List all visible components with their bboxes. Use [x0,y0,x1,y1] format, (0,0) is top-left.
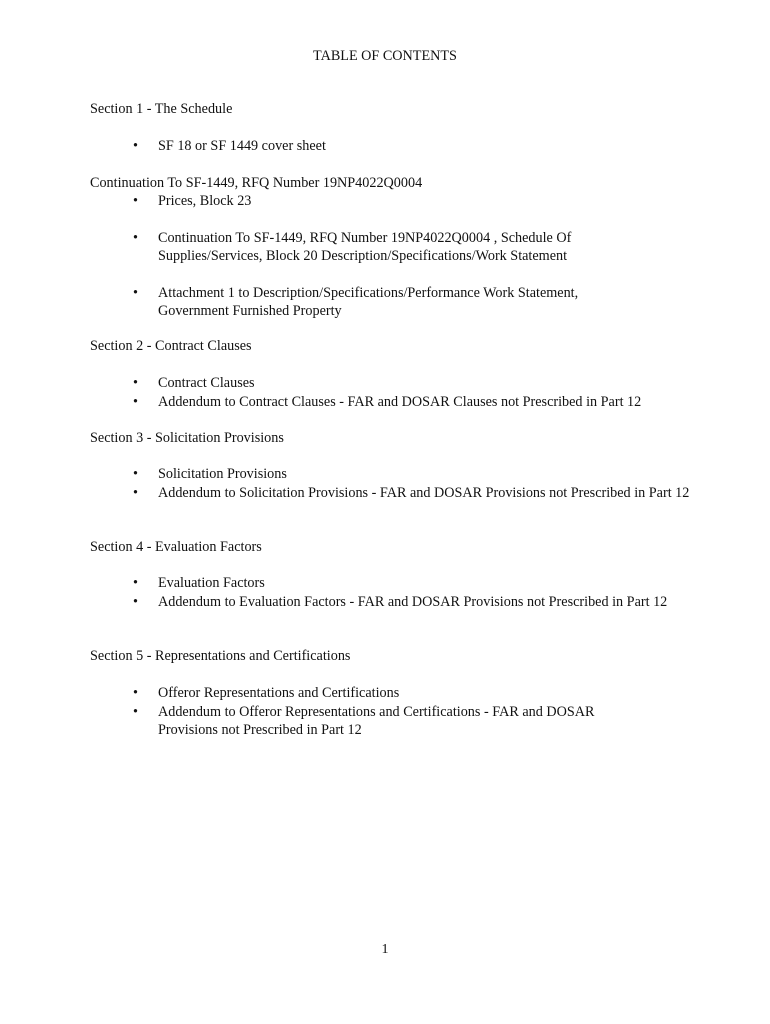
section-heading-1: Section 1 - The Schedule [90,101,233,117]
list-item-text: Addendum to Solicitation Provisions - FAR and DOSAR Provisions not Prescribed in Part 12 [158,485,690,501]
list-item [133,465,693,483]
page-title: TABLE OF CONTENTS [313,48,457,64]
list-item-text: Attachment 1 to Description/Specifications/Performance Work Statement, Government Furnished Property [158,285,579,319]
list-item [133,703,643,739]
list-item-text: Evaluation Factors [158,575,265,591]
list-item [133,593,673,611]
list-item-text: Continuation To SF-1449, RFQ Number 19NP4022Q0004 , Schedule Of Supplies/Services, Block 20 Description/Specifications/Work Statement [158,230,572,264]
list-item-text: Addendum to Contract Clauses - FAR and DOSAR Clauses not Prescribed in Part 12 [158,394,642,410]
bullet-icon: • [133,704,138,720]
bullet-icon: • [133,230,138,246]
bullet-icon: • [133,594,138,610]
page-number: 1 [381,942,389,957]
list-item [133,393,733,411]
list-item-text: Contract Clauses [158,375,255,391]
bullet-icon: • [133,285,138,301]
list-item-text: Offeror Representations and Certifications [158,685,400,701]
bullet-icon: • [133,375,138,391]
list-item-text: Addendum to Offeror Representations and Certifications - FAR and DOSAR Provisions not Prescribed in Part 12 [158,704,595,738]
list-item [133,284,623,320]
bullet-icon: • [133,394,138,410]
section-heading-continuation: Continuation To SF-1449, RFQ Number 19NP4022Q0004 [90,175,423,191]
list-item [133,192,693,210]
section-heading-4: Section 4 - Evaluation Factors [90,539,262,555]
section-heading-2: Section 2 - Contract Clauses [90,338,252,354]
list-item [133,684,693,702]
bullet-icon: • [133,685,138,701]
list-item [133,374,693,392]
list-item [133,229,603,265]
list-item-text: Solicitation Provisions [158,466,287,482]
list-item-text: SF 18 or SF 1449 cover sheet [158,138,326,154]
bullet-icon: • [133,485,138,501]
section-heading-3: Section 3 - Solicitation Provisions [90,430,284,446]
section-heading-5: Section 5 - Representations and Certifications [90,648,351,664]
bullet-icon: • [133,193,138,209]
list-item [133,574,693,592]
list-item [133,484,693,502]
list-item-text: Prices, Block 23 [158,193,252,209]
bullet-icon: • [133,138,138,154]
list-item-text: Addendum to Evaluation Factors - FAR and DOSAR Provisions not Prescribed in Part 12 [158,594,668,610]
bullet-icon: • [133,466,138,482]
list-item [133,137,693,155]
bullet-icon: • [133,575,138,591]
